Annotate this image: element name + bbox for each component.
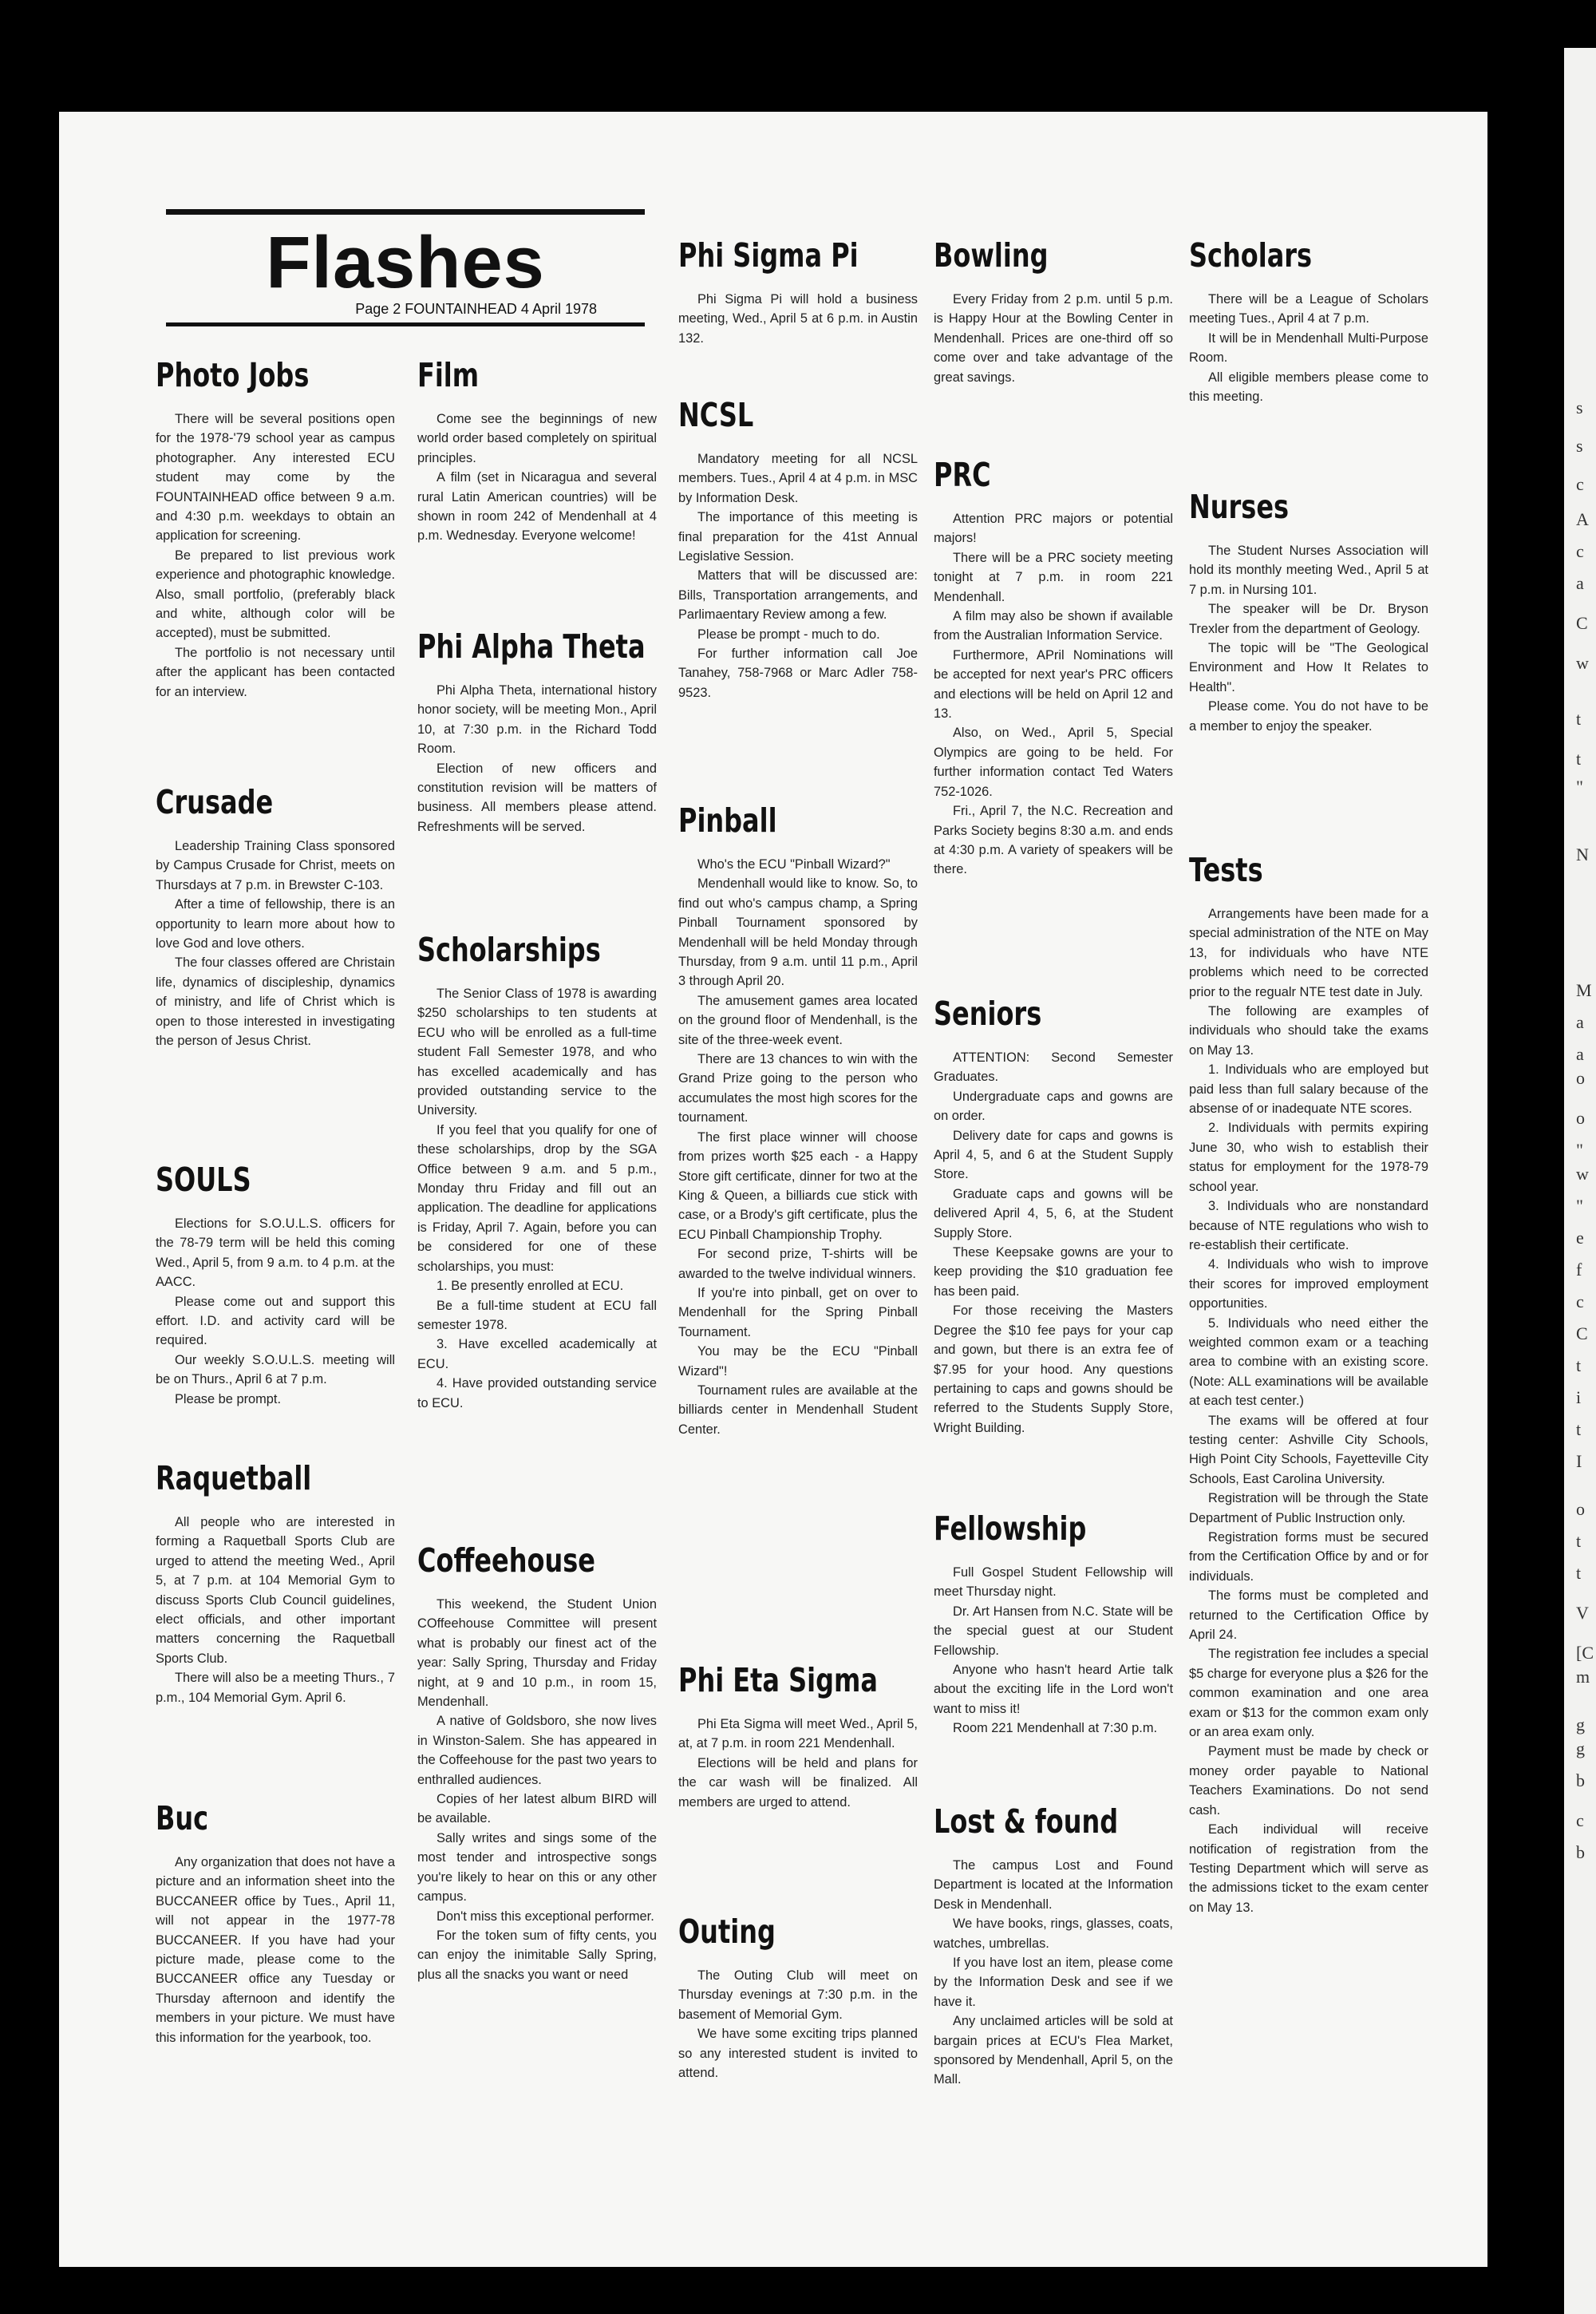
adjacent-page-fragment: c	[1576, 1810, 1584, 1830]
adjacent-page-fragment: e	[1576, 1228, 1584, 1248]
article-buc	[156, 1799, 395, 2047]
masthead	[166, 209, 645, 326]
adjacent-page-fragment: A	[1576, 509, 1589, 529]
masthead-top-rule	[166, 209, 645, 215]
article-nurses	[1189, 488, 1428, 736]
article-paragraph: A native of Goldsboro, she now lives in Winston-Salem. She has appeared in the Coffeehouse for the past two years to enthralled audiences.	[417, 1714, 657, 1787]
article-headline: Film	[417, 356, 480, 394]
adjacent-page-fragment: "	[1576, 777, 1583, 797]
article-paragraph: Be a full-time student at ECU fall semester 1978.	[417, 1298, 657, 1332]
adjacent-page-fragment: c	[1576, 474, 1584, 494]
article-headline: SOULS	[156, 1161, 251, 1199]
article-body	[678, 1966, 918, 2083]
article-paragraph: Elections will be held and plans for the car wash will be finalized. All members are urged to attend.	[678, 1755, 918, 1810]
adjacent-page-fragment: w	[1576, 1164, 1589, 1184]
masthead-bottom-rule	[166, 322, 645, 326]
article-paragraph: There will be a League of Scholars meeting Tues., April 4 at 7 p.m.	[1189, 292, 1428, 326]
article-prc	[934, 456, 1173, 880]
article-paragraph: Graduate caps and gowns will be delivered April 4, 5, 6, at the Student Supply Store.	[934, 1186, 1173, 1240]
article-paragraph: The Student Nurses Association will hold its monthly meeting Wed., April 5 at 7 p.m. in Nursing 101.	[1189, 544, 1428, 597]
article-paragraph: 1. Individuals who are employed but paid less than full salary because of the absense of or inadequate NTE scores.	[1189, 1062, 1428, 1117]
adjacent-page-fragment: c	[1576, 541, 1584, 561]
article-paragraph: 4. Individuals who wish to improve their scores for improved employment opportunities.	[1189, 1257, 1428, 1311]
article-paragraph: Phi Sigma Pi will hold a business meeting, Wed., April 5 at 6 p.m. in Austin 132.	[678, 292, 918, 346]
adjacent-page-fragment: "	[1576, 1140, 1583, 1160]
article-body	[934, 1856, 1173, 2090]
article-paragraph: Dr. Art Hansen from N.C. State will be the special guest at our Student Fellowship.	[934, 1604, 1173, 1658]
article-body	[678, 855, 918, 1439]
article-paragraph: Mendenhall would like to know. So, to find out who's campus champ, a Spring Pinball Tournament sponsored by Mendenhall will be held Monday through Thursday, from 9 a.m. until 11 p.m., April 3 through April 20.	[678, 876, 918, 989]
article-headline: PRC	[934, 456, 991, 494]
article-fellowship	[934, 1509, 1173, 1738]
article-headline: Photo Jobs	[156, 356, 310, 394]
article-paragraph: Any unclaimed articles will be sold at bargain prices at ECU's Flea Market, sponsored by Mendenhall, April 5, on the Mall.	[934, 2014, 1173, 2087]
article-headline: Pinball	[678, 801, 777, 840]
article-paragraph: ATTENTION: Second Semester Graduates.	[934, 1050, 1173, 1085]
article-body	[1189, 290, 1428, 406]
adjacent-page-fragment: [C	[1576, 1643, 1594, 1663]
article-body	[678, 290, 918, 348]
article-body	[934, 1048, 1173, 1438]
article-paragraph: There will be a PRC society meeting tonight at 7 p.m. in room 221 Mendenhall.	[934, 550, 1173, 604]
article-paragraph: The Outing Club will meet on Thursday evenings at 7:30 p.m. in the basement of Memorial Gym.	[678, 1968, 918, 2022]
article-paragraph: Please be prompt.	[175, 1391, 282, 1406]
adjacent-page-fragment: a	[1576, 1012, 1584, 1032]
article-paragraph: The amusement games area located on the ground floor of Mendenhall, is the site of the three-week event.	[678, 993, 918, 1047]
article-headline: Phi Alpha Theta	[417, 627, 646, 666]
article-paragraph: 1. Be presently enrolled at ECU.	[437, 1279, 624, 1294]
adjacent-page-fragment: g	[1576, 1738, 1585, 1758]
article-headline: Coffeehouse	[417, 1541, 595, 1580]
article-body	[678, 449, 918, 702]
article-paragraph: Payment must be made by check or money order payable to National Teachers Examinations. Do not send cash.	[1189, 1744, 1428, 1818]
article-headline: Fellowship	[934, 1509, 1087, 1548]
article-paragraph: The Senior Class of 1978 is awarding $250 scholarships to ten students at ECU who will be enrolled as a full-time student Fall Semester 1978, and who has excelled academically and has provided outstanding service to the University.	[417, 987, 657, 1118]
adjacent-page-fragment: t	[1576, 1531, 1582, 1551]
article-paragraph: Anyone who hasn't heard Artie talk about the exciting life in the Lord won't want to miss it!	[934, 1663, 1173, 1716]
article-tests	[1189, 851, 1428, 1917]
article-phi-sigma-pi	[678, 236, 918, 348]
article-body	[417, 681, 657, 837]
article-paragraph: A film (set in Nicaragua and several rural Latin American countries) will be shown in room 242 of Mendenhall at 4 p.m. Wednesday. Everyone welcome!	[417, 470, 657, 544]
adjacent-page-fragment: o	[1576, 1068, 1585, 1088]
article-paragraph: The exams will be offered at four testing center: Ashville City Schools, High Point City Schools, Fayetteville City Schools, East Carolina University.	[1189, 1413, 1428, 1486]
article-paragraph: The first place winner will choose from prizes worth $25 each - a Happy Store gift certificate, dinner for two at the King & Queen, a billiards cue stick with case, or a Brody's gift certificate, plus the ECU Pinball Championship Trophy.	[678, 1129, 918, 1242]
adjacent-page-fragment: w	[1576, 653, 1589, 673]
article-paragraph: 4. Have provided outstanding service to ECU.	[417, 1376, 657, 1410]
article-headline: Crusade	[156, 783, 274, 821]
article-body	[678, 1715, 918, 1812]
article-paragraph: The four classes offered are Christain life, dynamics of discipleship, dynamics of ministry, and life of Christ which is open to those interested in investigating the person of Jesus Christ.	[156, 955, 395, 1049]
article-paragraph: Delivery date for caps and gowns is April 4, 5, and 6 at the Student Supply Store.	[934, 1128, 1173, 1182]
adjacent-page-fragment: M	[1576, 980, 1592, 1000]
adjacent-page-fragment: f	[1576, 1260, 1582, 1280]
adjacent-page-fragment: "	[1576, 1196, 1583, 1216]
masthead-issue-line: Page 2 FOUNTAINHEAD 4 April 1978	[355, 301, 597, 317]
article-scholarships	[417, 931, 657, 1413]
article-paragraph: 5. Individuals who need either the weighted common exam or a teaching area to combine with an existing score. (Note: ALL examinations will be available at each test center.)	[1189, 1315, 1428, 1409]
article-body	[417, 984, 657, 1413]
article-scholars	[1189, 236, 1428, 406]
article-paragraph: If you have lost an item, please come by the Information Desk and see if we have it.	[934, 1956, 1173, 2009]
adjacent-page-fragment: m	[1576, 1667, 1590, 1687]
article-headline: Bowling	[934, 236, 1049, 275]
article-headline: Buc	[156, 1799, 209, 1837]
adjacent-page-fragment: c	[1576, 1291, 1584, 1311]
article-paragraph: Tournament rules are available at the billiards center in Mendenhall Student Center.	[678, 1382, 918, 1437]
adjacent-page-fragment: o	[1576, 1108, 1585, 1128]
article-phi-eta-sigma	[678, 1661, 918, 1812]
article-paragraph: Please come. You do not have to be a member to enjoy the speaker.	[1189, 699, 1428, 734]
article-phi-alpha-theta	[417, 627, 657, 837]
article-body	[934, 290, 1173, 387]
adjacent-page-fragment: b	[1576, 1842, 1585, 1862]
article-headline: Nurses	[1189, 488, 1290, 526]
article-body	[1189, 541, 1428, 736]
article-paragraph: Sally writes and sings some of the most tender and introspective songs you're likely to hear on this or any other campus.	[417, 1830, 657, 1905]
adjacent-page-fragment: N	[1576, 845, 1589, 864]
article-paragraph: 3. Have excelled academically at ECU.	[417, 1337, 657, 1371]
article-paragraph: There will be several positions open for the 1978-'79 school year as campus photographer. Any interested ECU student may come by the FOUNTAINHEAD office between 9 a.m. and 4:30 p.m. weekdays to obtain an application for screening.	[156, 412, 395, 544]
article-paragraph: For the token sum of fifty cents, you can enjoy the inimitable Sally Spring, plus all the snacks you want or need	[417, 1928, 657, 1982]
adjacent-page-fragment: i	[1576, 1387, 1582, 1407]
article-paragraph: These Keepsake gowns are your to keep providing the $10 graduation fee has been paid.	[934, 1245, 1173, 1299]
article-pinball	[678, 801, 918, 1439]
article-headline: NCSL	[678, 396, 754, 434]
article-seniors	[934, 995, 1173, 1438]
article-paragraph: The following are examples of individuals who should take the exams on May 13.	[1189, 1004, 1428, 1058]
article-body	[417, 409, 657, 546]
article-paragraph: There are 13 chances to win with the Grand Prize going to the person who accumulates the most high scores for the tournament.	[678, 1052, 918, 1125]
article-paragraph: Registration forms must be secured from the Certification Office by and or for individuals.	[1189, 1530, 1428, 1584]
article-raquetball	[156, 1459, 395, 1707]
article-paragraph: We have books, rings, glasses, coats, watches, umbrellas.	[934, 1916, 1173, 1951]
article-paragraph: Full Gospel Student Fellowship will meet Thursday night.	[934, 1565, 1173, 1600]
article-body	[934, 509, 1173, 880]
adjacent-page-fragment: g	[1576, 1715, 1585, 1735]
adjacent-page-fragment: a	[1576, 573, 1584, 593]
article-paragraph: A film may also be shown if available from the Australian Information Service.	[934, 609, 1173, 643]
article-paragraph: Registration will be through the State Department of Public Instruction only.	[1189, 1491, 1428, 1525]
article-paragraph: Copies of her latest album BIRD will be available.	[417, 1792, 657, 1826]
adjacent-page-fragment: t	[1576, 1563, 1582, 1583]
article-paragraph: Who's the ECU "Pinball Wizard?"	[697, 857, 891, 872]
article-body	[417, 1595, 657, 1984]
article-headline: Phi Eta Sigma	[678, 1661, 878, 1699]
article-headline: Scholarships	[417, 931, 601, 969]
article-paragraph: Please come out and support this effort. I.D. and activity card will be required.	[156, 1294, 395, 1348]
article-paragraph: Our weekly S.O.U.L.S. meeting will be on Thurs., April 6 at 7 p.m.	[156, 1352, 395, 1387]
article-body	[156, 1853, 395, 2047]
article-paragraph: Furthermore, APril Nominations will be accepted for next year's PRC officers and elections will be held on April 12 and 13.	[934, 647, 1173, 722]
article-paragraph: Matters that will be discussed are: Bills, Transportation arrangements, and Parlimaentary Review among a few.	[678, 568, 918, 623]
article-paragraph: The speaker will be Dr. Bryson Trexler from the department of Geology.	[1189, 602, 1428, 636]
article-crusade	[156, 783, 395, 1050]
article-headline: Raquetball	[156, 1459, 312, 1497]
masthead-title: Flashes	[266, 222, 545, 303]
article-paragraph: Mandatory meeting for all NCSL members. Tues., April 4 at 4 p.m. in MSC by Information Desk.	[678, 452, 918, 505]
article-headline: Seniors	[934, 995, 1042, 1033]
article-headline: Scholars	[1189, 236, 1313, 275]
article-paragraph: Elections for S.O.U.L.S. officers for the 78-79 term will be held this coming Wed., April 5, from 9 a.m. to 4 p.m. at the AACC.	[156, 1216, 395, 1290]
article-paragraph: Phi Eta Sigma will meet Wed., April 5, at, at 7 p.m. in room 221 Mendenhall.	[678, 1717, 918, 1751]
article-paragraph: The campus Lost and Found Department is located at the Information Desk in Mendenhall.	[934, 1858, 1173, 1912]
article-paragraph: The importance of this meeting is final preparation for the 41st Annual Legislative Session.	[678, 510, 918, 564]
adjacent-page-fragment: V	[1576, 1603, 1589, 1623]
article-coffeehouse	[417, 1541, 657, 1984]
adjacent-page-fragment: t	[1576, 1419, 1582, 1439]
article-lost-found	[934, 1802, 1173, 2090]
article-souls	[156, 1161, 395, 1409]
article-paragraph: It will be in Mendenhall Multi-Purpose Room.	[1189, 330, 1428, 366]
article-body	[156, 1214, 395, 1409]
article-paragraph: There will also be a meeting Thurs., 7 p.m., 104 Memorial Gym. April 6.	[156, 1671, 395, 1705]
article-ncsl	[678, 396, 918, 702]
article-body	[934, 1563, 1173, 1738]
article-paragraph: Arrangements have been made for a special administration of the NTE on May 13, for individuals who have NTE problems which need to be corrected prior to the regualr NTE test date in July.	[1189, 907, 1428, 999]
adjacent-page-fragment: C	[1576, 1323, 1588, 1343]
article-headline: Lost & found	[934, 1802, 1119, 1841]
adjacent-page-fragment: s	[1576, 436, 1583, 456]
adjacent-page-fragment: b	[1576, 1770, 1585, 1790]
article-paragraph: Every Friday from 2 p.m. until 5 p.m. is Happy Hour at the Bowling Center in Mendenhall. Prices are one-third off so come over and take advantage of the great savings.	[934, 292, 1173, 385]
article-paragraph: Be prepared to list previous work experience and photographic knowledge. Also, small portfolio, (preferably black and white, although color will be accepted), must be submitted.	[156, 548, 395, 641]
article-headline: Phi Sigma Pi	[678, 236, 859, 275]
article-paragraph: Don't miss this exceptional performer.	[437, 1909, 654, 1924]
article-paragraph: Election of new officers and constitution revision will be matters of business. All members please attend. Refreshments will be served.	[417, 761, 657, 834]
article-paragraph: The topic will be "The Geological Environment and How It Relates to Health".	[1189, 641, 1428, 694]
adjacent-page-fragment: t	[1576, 709, 1582, 729]
article-paragraph: All eligible members please come to this meeting.	[1189, 370, 1428, 405]
article-paragraph: This weekend, the Student Union COffeehouse Committee will present what is probably our finest act of the year: Sally Spring, Thursday and Friday night, at 9 and 10 p.m., in room 15, Mendenhall.	[417, 1597, 657, 1710]
article-body	[156, 1513, 395, 1707]
article-headline: Tests	[1189, 851, 1263, 889]
adjacent-page-fragment: a	[1576, 1044, 1584, 1064]
article-paragraph: If you feel that you qualify for one of these scholarships, drop by the SGA Office between 9 a.m. and 5 p.m., Monday thru Friday and fill out an application. The deadline for applications is Friday, April 7. Again, before you can be considered for one of these scholarships, you must:	[417, 1122, 657, 1274]
article-outing	[678, 1913, 918, 2083]
article-paragraph: Undergraduate caps and gowns are on order.	[934, 1089, 1173, 1124]
article-paragraph: Please be prompt - much to do.	[697, 627, 880, 642]
article-paragraph: For second prize, T-shirts will be awarded to the twelve individual winners.	[678, 1247, 918, 1281]
article-paragraph: Phi Alpha Theta, international history honor society, will be meeting Mon., April 10, at 7:30 p.m. in the Richard Todd Room.	[417, 683, 657, 757]
article-photo-jobs	[156, 356, 395, 702]
article-film	[417, 356, 657, 546]
article-paragraph: You may be the ECU "Pinball Wizard"!	[678, 1344, 918, 1379]
article-paragraph: The registration fee includes a special $5 charge for everyone plus a $26 for the common examination and one area exam or $13 for the common exam only or an area exam only.	[1189, 1647, 1428, 1740]
article-paragraph: Room 221 Mendenhall at 7:30 p.m.	[953, 1721, 1158, 1736]
article-paragraph: We have some exciting trips planned so any interested student is invited to attend.	[678, 2027, 918, 2081]
adjacent-page-fragment: C	[1576, 613, 1588, 633]
article-body	[156, 409, 395, 702]
article-paragraph: 3. Individuals who are nonstandard because of NTE regulations who wish to re-establish their certificate.	[1189, 1199, 1428, 1252]
adjacent-page-fragment: t	[1576, 1355, 1582, 1375]
article-paragraph: Fri., April 7, the N.C. Recreation and Parks Society begins 8:30 a.m. and ends at 4:30 p.m. A variety of speakers will be there.	[934, 804, 1173, 877]
article-paragraph: Each individual will receive notification of registration from the Testing Department which will serve as the admissions ticket to the exam center on May 13.	[1189, 1822, 1428, 1915]
article-paragraph: Attention PRC majors or potential majors!	[934, 512, 1173, 546]
article-paragraph: After a time of fellowship, there is an opportunity to learn more about how to love God and love others.	[156, 897, 395, 951]
article-paragraph: 2. Individuals with permits expiring June 30, who wish to establish their status for employment for the 1978-79 school year.	[1189, 1121, 1428, 1194]
article-body	[156, 837, 395, 1050]
article-paragraph: For those receiving the Masters Degree the $10 fee pays for your cap and gown, but there is an extra fee of $7.95 for your hood. Any questions pertaining to caps and gowns should be referred to the Students Supply Store, Wright Building.	[934, 1303, 1173, 1435]
article-bowling	[934, 236, 1173, 387]
article-paragraph: Any organization that does not have a picture and an information sheet into the BUCCANEER office by Tues., April 11, will not appear in the 1977-78 BUCCANEER. If you have had your picture made, please come to the BUCCANEER office any Tuesday or Thursday afternoon and identify the members in your picture. We must have this information for the yearbook, too.	[156, 1855, 395, 2045]
article-paragraph: The portfolio is not necessary until after the applicant has been contacted for an interview.	[156, 645, 395, 699]
adjacent-page-fragment: o	[1576, 1499, 1585, 1519]
article-paragraph: Come see the beginnings of new world order based completely on spiritual principles.	[417, 412, 657, 465]
article-paragraph: All people who are interested in forming a Raquetball Sports Club are urged to attend the meeting Wed., April 5, at 7 p.m. at 104 Memorial Gym to discuss Sports Club Council guidelines, elect officials, and other important matters concerning the Raquetball Sports Club.	[156, 1515, 395, 1666]
article-body	[1189, 904, 1428, 1917]
adjacent-page-fragment: s	[1576, 398, 1583, 417]
article-headline: Outing	[678, 1913, 776, 1951]
article-paragraph: Leadership Training Class sponsored by Campus Crusade for Christ, meets on Thursdays at 7 p.m. in Brewster C-103.	[156, 839, 395, 892]
article-paragraph: The forms must be completed and returned to the Certification Office by April 24.	[1189, 1588, 1428, 1643]
article-paragraph: For further information call Joe Tanahey, 758-7968 or Marc Adler 758-9523.	[678, 647, 918, 700]
adjacent-page-fragment: t	[1576, 749, 1582, 769]
adjacent-page-fragment: I	[1576, 1451, 1582, 1471]
article-paragraph: If you're into pinball, get on over to Mendenhall for the Spring Pinball Tournament.	[678, 1285, 918, 1339]
article-paragraph: Also, on Wed., April 5, Special Olympics are going to be held. For further information contact Ted Waters 752-1026.	[934, 726, 1173, 799]
